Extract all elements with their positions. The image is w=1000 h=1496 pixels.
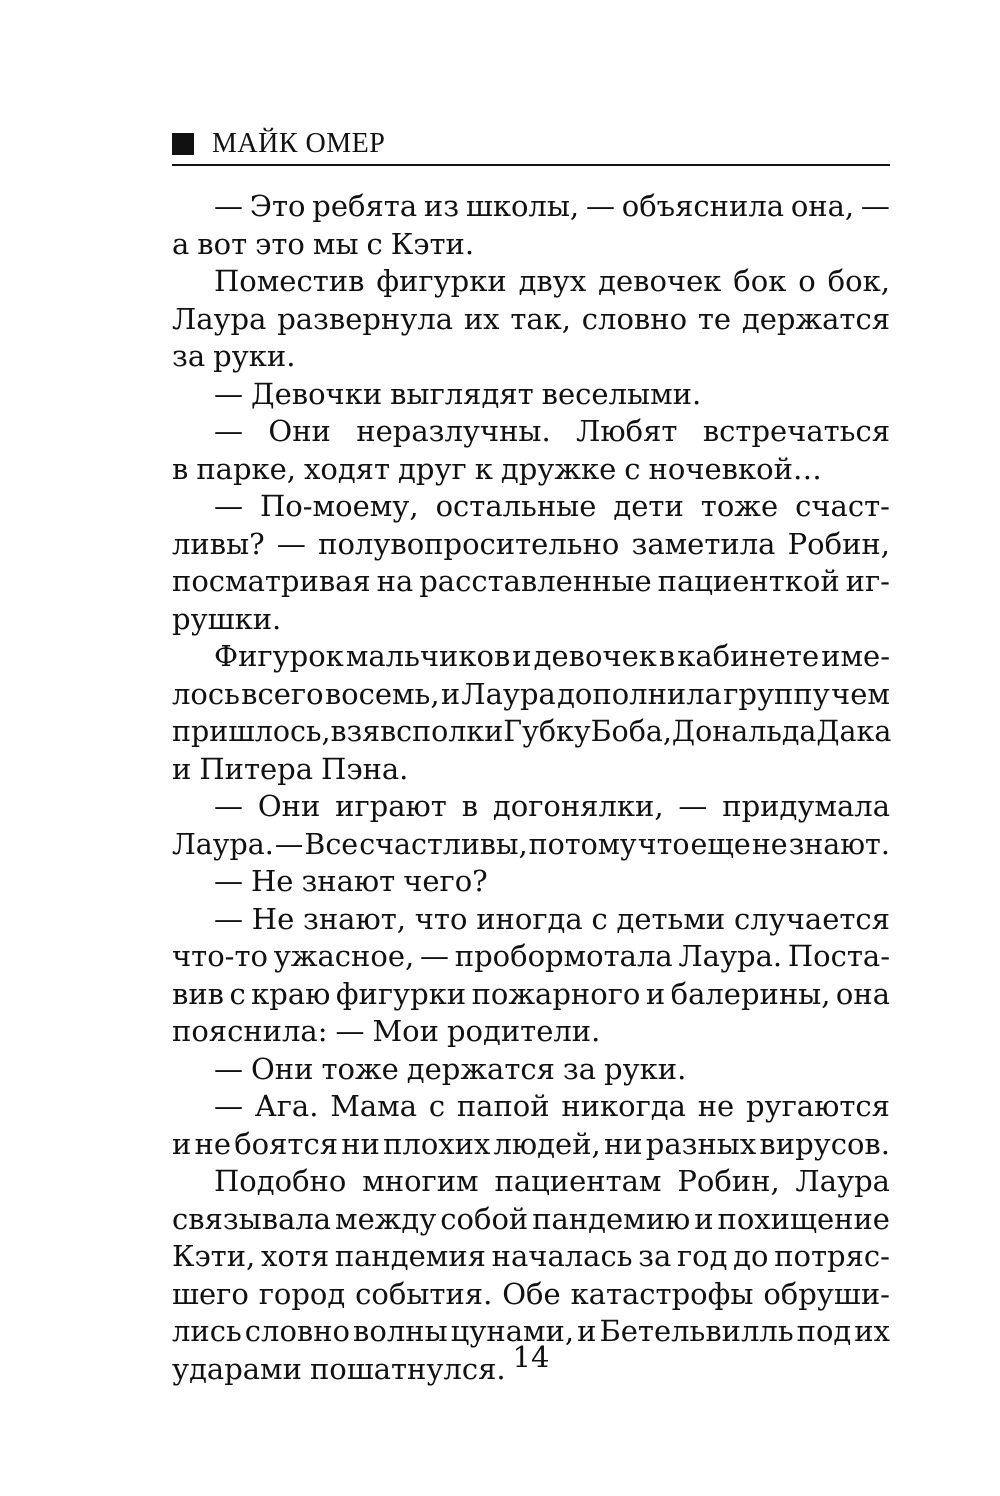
word: пришлось, — [172, 715, 331, 748]
word: Подобно — [214, 1164, 347, 1198]
word: она — [835, 976, 890, 1011]
text-line — [172, 1163, 890, 1201]
word: что-то — [172, 939, 268, 973]
word: под — [796, 1314, 852, 1348]
word: играют — [335, 789, 447, 823]
text-line — [172, 376, 890, 414]
word: руки. — [604, 1051, 687, 1086]
text-line — [172, 413, 890, 451]
word: а — [172, 226, 190, 261]
word: — — [214, 901, 243, 936]
text-line — [172, 676, 890, 714]
word: к — [474, 451, 493, 486]
word: — — [585, 189, 615, 223]
word: расставленные — [419, 564, 652, 598]
word: ходят — [304, 451, 391, 486]
word: рушки. — [172, 601, 282, 636]
word: те — [697, 301, 732, 336]
word: за — [172, 339, 206, 373]
word: иногда — [476, 901, 583, 936]
word: дополнила — [557, 676, 722, 711]
word: чего? — [403, 864, 488, 898]
word: Поста- — [787, 939, 890, 973]
word: остальные — [435, 489, 597, 523]
word: руки. — [213, 339, 296, 373]
word: в — [172, 451, 189, 486]
running-head-square-ornament — [172, 133, 194, 155]
text-line — [172, 301, 890, 339]
word: — — [214, 489, 243, 523]
word: развернула — [277, 301, 454, 336]
word: двух — [518, 264, 587, 298]
word: до — [733, 1239, 769, 1273]
word: Не — [251, 901, 295, 936]
word: Это — [249, 189, 306, 223]
word: хотя — [260, 1239, 330, 1273]
word: обруши- — [763, 1276, 890, 1311]
word: детьми — [616, 901, 726, 936]
word: дружке — [500, 451, 617, 486]
word: — — [276, 526, 306, 561]
word: пояснила: — [172, 1014, 328, 1048]
word: между — [335, 1201, 437, 1236]
word: заметила — [631, 526, 776, 561]
word: ужасное, — [273, 939, 415, 973]
word: ночевкой… — [648, 451, 822, 486]
word: чем — [831, 676, 890, 711]
word: мы — [312, 226, 359, 261]
word: цунами, — [450, 1314, 575, 1348]
text-line — [172, 488, 890, 526]
word: ни — [341, 1126, 380, 1161]
word: похищение — [717, 1201, 890, 1236]
word: разных — [645, 1126, 757, 1161]
word: пациенткой — [657, 564, 840, 598]
word: — — [214, 414, 243, 448]
word: и — [694, 1201, 714, 1236]
word: мальчиков — [345, 639, 511, 673]
word: случается — [734, 901, 890, 936]
word: полувопросительно — [318, 526, 620, 561]
word: с — [591, 901, 608, 936]
word: Лаура — [172, 301, 267, 336]
word: и — [172, 1126, 192, 1161]
word: Питера — [199, 751, 314, 786]
word: она, — [790, 189, 855, 223]
word: не — [194, 1126, 232, 1161]
word: всего — [241, 676, 324, 711]
word: держатся — [741, 301, 890, 336]
word: с — [366, 226, 383, 261]
word: восемь, — [324, 676, 440, 711]
word: Бетельвилль — [599, 1314, 794, 1348]
text-line — [172, 901, 890, 939]
word: не — [697, 1089, 735, 1123]
word: держатся — [406, 1051, 555, 1086]
text-line — [172, 563, 890, 601]
word: никогда — [561, 1089, 686, 1123]
word: веселыми. — [541, 376, 702, 411]
word: Ага. — [254, 1089, 319, 1123]
word: придумала — [722, 789, 890, 823]
body-text — [172, 188, 890, 1388]
text-line — [172, 788, 890, 826]
text-line — [172, 751, 890, 789]
word: — — [214, 789, 243, 823]
word: Лаура — [795, 1164, 890, 1198]
word: за — [638, 1239, 672, 1273]
word: словно — [244, 1314, 351, 1348]
word: лись — [172, 1314, 242, 1348]
word: взяв — [330, 715, 397, 748]
word: из — [423, 189, 460, 223]
word: Кэти, — [172, 1239, 256, 1273]
word: с — [624, 451, 641, 486]
text-line — [172, 1126, 890, 1164]
word: — — [860, 189, 890, 223]
word: выглядят — [390, 376, 534, 411]
word: Обе — [502, 1276, 561, 1311]
word: Лаура. — [678, 939, 783, 973]
word: балерины, — [670, 976, 831, 1011]
word: ливы? — [172, 526, 265, 561]
text-line — [172, 601, 890, 639]
word: пробормотала — [454, 939, 673, 973]
text-line — [172, 188, 890, 226]
word: Боба, — [590, 715, 672, 748]
word: и — [172, 751, 192, 786]
word: тоже — [321, 1051, 399, 1086]
word: их — [463, 301, 500, 336]
word: их — [854, 1314, 890, 1348]
word: и — [577, 1314, 597, 1348]
word: события. — [355, 1276, 493, 1311]
word: связывала — [172, 1201, 332, 1236]
word: фигурки — [335, 976, 467, 1011]
word: кабинете — [677, 639, 820, 673]
word: девочек — [598, 264, 722, 298]
word: — — [335, 1014, 365, 1048]
word: неразлучны. — [356, 414, 551, 448]
word: вот — [197, 226, 248, 261]
word: краю — [251, 976, 331, 1011]
word: Дональда — [671, 715, 817, 748]
word: так, — [510, 301, 571, 336]
word: пошатнулся. — [309, 1351, 506, 1386]
word: многим — [362, 1164, 479, 1198]
word: бок, — [827, 264, 890, 298]
word: это — [255, 226, 305, 261]
text-line — [172, 263, 890, 301]
word: встречаться — [702, 414, 890, 448]
word: Девочки — [251, 376, 383, 411]
page-number: 14 — [512, 1340, 550, 1374]
word: объяснила — [621, 189, 785, 223]
word: школы, — [465, 189, 580, 223]
text-line — [172, 451, 890, 489]
word: — — [214, 1051, 243, 1086]
word: — — [420, 939, 449, 973]
word: бок — [733, 264, 787, 298]
word: Пэна. — [321, 751, 409, 786]
word: Все — [304, 827, 359, 861]
text-line — [172, 1276, 890, 1314]
word: ругаются — [745, 1089, 890, 1123]
word: ударами — [172, 1351, 302, 1386]
word: в — [461, 789, 479, 823]
word: вирусов. — [759, 1126, 890, 1161]
word: потому — [528, 827, 637, 861]
text-line — [172, 1088, 890, 1126]
text-line — [172, 938, 890, 976]
word: счастливы, — [359, 827, 528, 861]
word: город — [258, 1276, 346, 1311]
word: име- — [821, 639, 890, 673]
word: началась — [491, 1239, 633, 1273]
word: и — [645, 976, 666, 1011]
word: дети — [613, 489, 684, 523]
word: Лаура — [461, 676, 556, 711]
word: — — [214, 376, 243, 411]
word: Лаура. — [172, 827, 274, 861]
word: пациентам — [494, 1164, 662, 1198]
word: девочек — [533, 639, 657, 673]
word: что — [637, 827, 690, 861]
word: родители. — [446, 1014, 601, 1048]
word: Они — [251, 1051, 314, 1086]
word: пандемию — [532, 1201, 691, 1236]
word: пандемия — [334, 1239, 486, 1273]
word: и — [440, 676, 461, 711]
text-line — [172, 226, 890, 264]
text-line — [172, 526, 890, 564]
word: группу — [723, 676, 830, 711]
text-line — [172, 826, 890, 864]
word: знают. — [788, 827, 890, 861]
word: Поместив — [214, 264, 365, 298]
word: Робин, — [787, 526, 890, 561]
word: Мои — [372, 1014, 439, 1048]
word: знают — [301, 864, 396, 898]
word: словно — [581, 301, 688, 336]
word: шего — [172, 1276, 249, 1311]
word: тоже — [700, 489, 779, 523]
word: еще — [690, 827, 751, 861]
word: знают, — [303, 901, 406, 936]
text-line — [172, 1013, 890, 1051]
word: потряс- — [774, 1239, 890, 1273]
word: боятся — [234, 1126, 339, 1161]
text-line — [172, 976, 890, 1014]
word: Не — [251, 864, 294, 898]
word: с — [396, 715, 413, 748]
word: папой — [456, 1089, 550, 1123]
word: Любят — [576, 414, 678, 448]
word: — — [214, 189, 243, 223]
word: ни — [603, 1126, 643, 1161]
word: фигурки — [376, 264, 507, 298]
word: Дака — [816, 715, 892, 748]
text-line — [172, 863, 890, 901]
word: и — [512, 639, 532, 673]
word: на — [376, 564, 414, 598]
word: собой — [440, 1201, 529, 1236]
word: Робин, — [677, 1164, 780, 1198]
text-line — [172, 1201, 890, 1239]
word: иг- — [845, 564, 890, 598]
word: людей, — [493, 1126, 601, 1161]
text-line — [172, 338, 890, 376]
word: лось — [172, 676, 240, 711]
running-head — [172, 128, 890, 166]
word: — — [678, 789, 708, 823]
word: с — [428, 1089, 446, 1123]
word: Губку — [503, 715, 591, 748]
word: Фигурок — [214, 639, 344, 673]
word: год — [676, 1239, 728, 1273]
text-line — [172, 713, 890, 751]
word: с — [229, 976, 246, 1011]
word: догонялки, — [492, 789, 664, 823]
word: счаст- — [795, 489, 890, 523]
word: посматривая — [172, 564, 371, 598]
word: волны — [353, 1314, 448, 1348]
word: пожарного — [471, 976, 641, 1011]
word: в — [658, 639, 676, 673]
word: парке, — [196, 451, 297, 486]
word: — — [214, 864, 243, 898]
word: катастрофы — [570, 1276, 754, 1311]
word: полки — [412, 715, 504, 748]
word: Они — [257, 789, 321, 823]
word: — — [214, 1089, 243, 1123]
word: плохих — [383, 1126, 491, 1161]
word: Они — [268, 414, 331, 448]
word: за — [562, 1051, 597, 1086]
word: Мама — [330, 1089, 418, 1123]
word: Кэти. — [390, 226, 475, 261]
text-line — [172, 638, 890, 676]
word: — — [274, 827, 304, 861]
word: ребята — [312, 189, 418, 223]
text-line — [172, 1238, 890, 1276]
word: вив — [172, 976, 224, 1011]
word: По-моему, — [260, 489, 419, 523]
word: не — [751, 827, 788, 861]
running-head-author: МАЙК ОМЕР — [212, 128, 386, 159]
word: о — [798, 264, 816, 298]
word: что — [414, 901, 468, 936]
text-line — [172, 1051, 890, 1089]
word: друг — [398, 451, 467, 486]
